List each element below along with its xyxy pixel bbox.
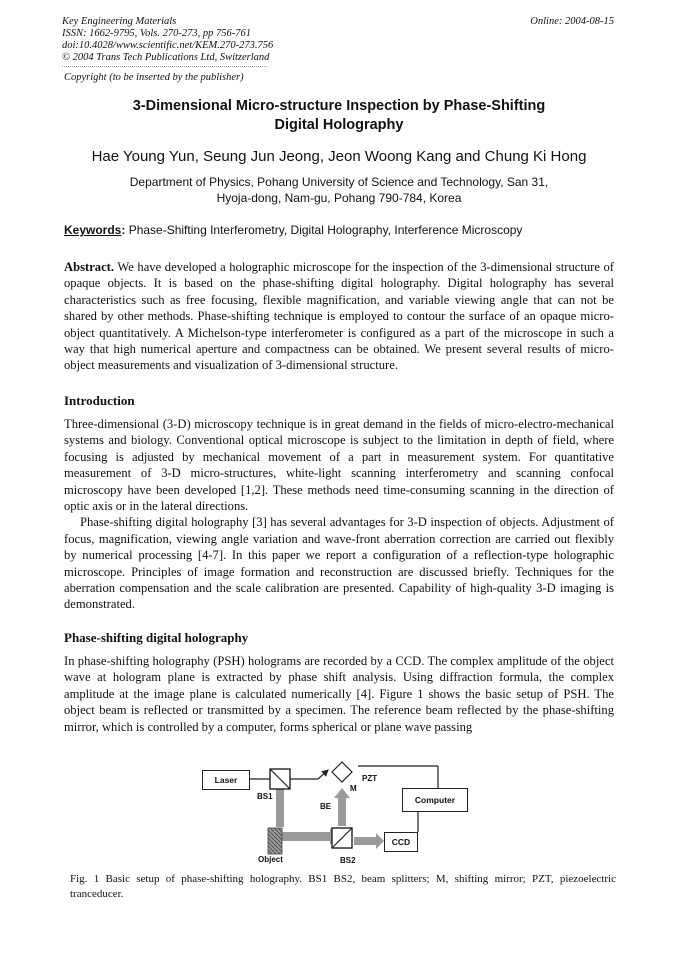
computer-box: Computer (402, 788, 468, 812)
laser-box: Laser (202, 770, 250, 790)
keywords-label: Keywords (64, 223, 122, 237)
paper-title (0, 97, 678, 135)
abstract-label: Abstract. (64, 260, 115, 274)
journal-doi: doi:10.4028/www.scientific.net/KEM.270-273.756 (62, 40, 274, 51)
psh-paragraph: In phase-shifting holography (PSH) holograms are recorded by a CCD. The complex amplitude of the object wave at hologram plane is extracted by phase shift analysis. Using diffraction formula, the complex amplitude at the image plane is calculated numerically [4]. Figure 1 shows the basic setup of PSH. The object beam is reflected or transmitted by a specimen. The reference beam reflected by the phase-shifting mirror, which is controlled by a computer, forms spherical or plane wave passing (64, 654, 614, 734)
journal-name: Key Engineering Materials (62, 16, 177, 27)
figure-caption: Fig. 1 Basic setup of phase-shifting holography. BS1 BS2, beam splitters; M, shifting mirror; PZT, piezoelectric tranceducer. (70, 873, 616, 900)
bs1-label: BS1 (257, 792, 273, 801)
introduction-paragraph-1: Three-dimensional (3-D) microscopy technique is in great demand in the fields of micro-electro-mechanical systems and biology. Conventional optical microscope is subject to the limitation in depth of field, where focusing is adjusted by mechanical movement of a part in measurement system. For quantitative measurement of 3-D micro-structures, white-light scanning interferometry and scanning confocal microscopy have been developed [1,2]. These methods need time-consuming scanning in the direction of optic axis or in the lateral directions. (64, 417, 614, 514)
title-line-2: Digital Holography (274, 117, 404, 133)
authors: Hae Young Yun, Seung Jun Jeong, Jeon Woong Kang and Chung Ki Hong (91, 148, 587, 165)
header-rule (62, 66, 267, 70)
abstract (64, 259, 614, 374)
figure-setup-diagram (190, 752, 456, 870)
pzt-label: PZT (362, 774, 378, 783)
affiliation-line-2: Hyoja-dong, Nam-gu, Pohang 790-784, Korea (216, 191, 462, 205)
journal-header (62, 16, 273, 64)
section-heading-psh: Phase-shifting digital holography (64, 630, 249, 645)
publisher-line: © 2004 Trans Tech Publications Ltd, Switzerland (62, 52, 270, 63)
m-label: M (350, 784, 357, 793)
journal-issn: ISSN: 1662-9795, Vols. 270-273, pp 756-761 (62, 28, 251, 39)
affiliation (0, 174, 678, 206)
bs2-label: BS2 (340, 856, 356, 865)
object-label: Object (258, 855, 283, 864)
ccd-box: CCD (384, 832, 418, 852)
keywords-colon: : (121, 223, 126, 237)
title-line-1: 3-Dimensional Micro-structure Inspection by Phase-Shifting (132, 98, 546, 114)
affiliation-line-1: Department of Physics, Pohang University of Science and Technology, San 31, (129, 175, 549, 189)
keywords (64, 223, 522, 237)
introduction-body (64, 416, 614, 613)
abstract-text: We have developed a holographic microscope for the inspection of the 3-dimensional structure of opaque objects. It is based on the phase-shifting digital holography. Digital holography has several characteristics such as free focusing, flexible magnification, and variable viewing angle that can not be shared by other methods. Phase-shifting technique is employed to contour the surface of an opaque micro-object quantitatively. A Michelson-type interferometer is configured as a part of the microscope in such a way that high numerical aperture and compactness can be obtained. We present several results of micro-object measurements and visualization of 3-dimensional structure. (64, 260, 614, 373)
keywords-text: Phase-Shifting Interferometry, Digital Holography, Interference Microscopy (125, 223, 523, 237)
section-heading-introduction: Introduction (64, 393, 135, 408)
online-date: Online: 2004-08-15 (530, 16, 614, 27)
be-label: BE (320, 802, 332, 811)
copyright-line: Copyright (to be inserted by the publisher) (64, 72, 244, 83)
introduction-paragraph-2: Phase-shifting digital holography [3] has several advantages for 3-D inspection of objects. Adjustment of focus, magnification, viewing angle variation and wave-front aberration correction are carried out flexibly by numerical processing [4-7]. In this paper we report a configuration of a reflection-type holographic microscope. Principles of image formation and reconstruction are discussed briefly. Techniques for the aberration compensation and the scale calibration are presented. Capability of high-quality 3-D imaging is demonstrated. (64, 515, 614, 612)
